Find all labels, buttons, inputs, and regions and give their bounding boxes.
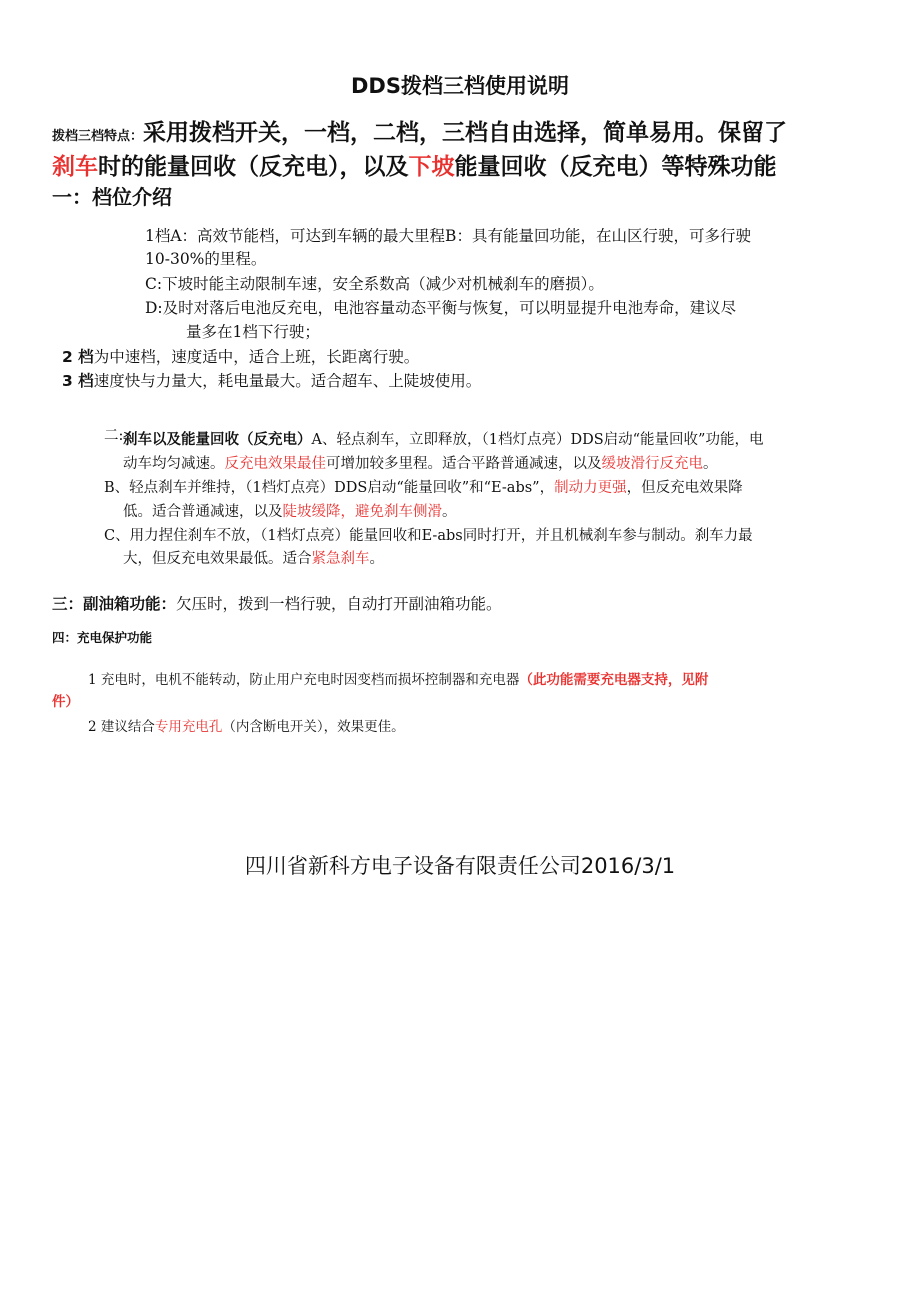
section2-line-c1: C、用力捏住刹车不放，（1档灯点亮）能量回收和E-abs同时打开，并且机械刹车参与制动。刹车力最 [104,528,753,544]
item1-highlight: （此功能需要充电器支持，见附 [519,672,709,688]
section2-line-b1 [104,476,743,497]
section2-line-b2 [123,500,457,521]
item2-text-start: 2 建议结合 [88,719,155,735]
b2-highlight: 陡坡缓降，避免刹车侧滑 [282,504,442,520]
gear1-d2: 量多在1档下行驶； [186,323,320,341]
a2-highlight-best: 反充电效果最佳 [224,456,326,472]
section2-line-a2 [123,452,718,473]
section4-item1 [88,668,708,688]
gear1-line2: 10-30%的里程。 [145,250,267,268]
a2-text-mid: 可增加较多里程。适合平路普通减速，以及 [326,456,602,472]
b1-highlight: 制动力更强 [554,480,627,496]
b2-text-end: 。 [442,504,457,520]
b1-text-end: ，但反充电效果降 [626,480,743,496]
gear3-line [62,369,481,391]
intro-line-1 [52,114,787,147]
a2-text-end: 。 [703,456,718,472]
gear1-c: C:下坡时能主动限制车速，安全系数高（减少对机械刹车的磨损）。 [145,275,604,293]
section2-a1: A、轻点刹车，立即释放，（1档灯点亮）DDS启动“能量回收”功能，电 [311,432,764,448]
intro-text-1: 采用拨档开关，一档，二档，三档自由选择，简单易用。保留了 [143,120,788,146]
item1-text: 1 充电时，电机不能转动，防止用户充电时因变档而损坏控制器和充电器 [88,672,520,688]
intro-text-2: 时的能量回收（反充电），以及 [98,154,409,180]
company-footer: 四川省新科方电子设备有限责任公司2016/3/1 [244,854,676,878]
page-title: DDS拨档三档使用说明 [351,74,569,98]
intro-line-2 [52,148,777,181]
gear3-label: 3 档 [62,372,94,390]
gear2-label: 2 档 [62,348,94,366]
section2-line-a1 [123,428,763,449]
intro-highlight-downhill: 下坡 [408,154,455,180]
section3-heading: 三：副油箱功能： [52,595,177,613]
section3-line [52,592,502,614]
section2-heading: 刹车以及能量回收（反充电） [123,432,312,448]
section1-heading: 一：档位介绍 [52,185,172,209]
section3-text: 欠压时，拨到一档行驶，自动打开副油箱功能。 [176,595,502,613]
section4-item1-cont: 件） [52,694,79,710]
section2-num: 二: [104,428,124,444]
section2-line-c2 [123,547,384,568]
c2-text-start: 大，但反充电效果最低。适合 [123,551,312,567]
item2-highlight: 专用充电孔 [154,719,223,735]
b2-text-start: 低。适合普通减速，以及 [123,504,283,520]
section4-heading: 四：充电保护功能 [52,630,153,645]
intro-text-3: 能量回收（反充电）等特殊功能 [454,154,777,180]
c2-text-end: 。 [369,551,384,567]
gear3-text: 速度快与力量大，耗电量最大。适合超车、上陡坡使用。 [93,372,482,390]
item2-text-end: （内含断电开关），效果更佳。 [222,719,405,735]
gear2-text: 为中速档，速度适中，适合上班，长距离行驶。 [93,348,420,366]
gear1-d1: D:及时对落后电池反充电，电池容量动态平衡与恢复，可以明显提升电池寿命，建议尽 [145,299,737,317]
b1-text-start: B、轻点刹车并维持，（1档灯点亮）DDS启动“能量回收”和“E-abs”， [104,480,555,496]
gear2-line [62,345,419,367]
a2-highlight-slope: 缓坡滑行反充电 [601,456,703,472]
c2-highlight: 紧急刹车 [311,551,370,567]
intro-label: 拨档三档特点： [52,129,144,144]
a2-text-start: 动车均匀减速。 [123,456,225,472]
section4-item2 [88,715,405,735]
intro-highlight-brake: 刹车 [52,154,98,180]
gear1-line1: 1档A：高效节能档，可达到车辆的最大里程B：具有能量回功能，在山区行驶，可多行驶 [145,227,751,245]
